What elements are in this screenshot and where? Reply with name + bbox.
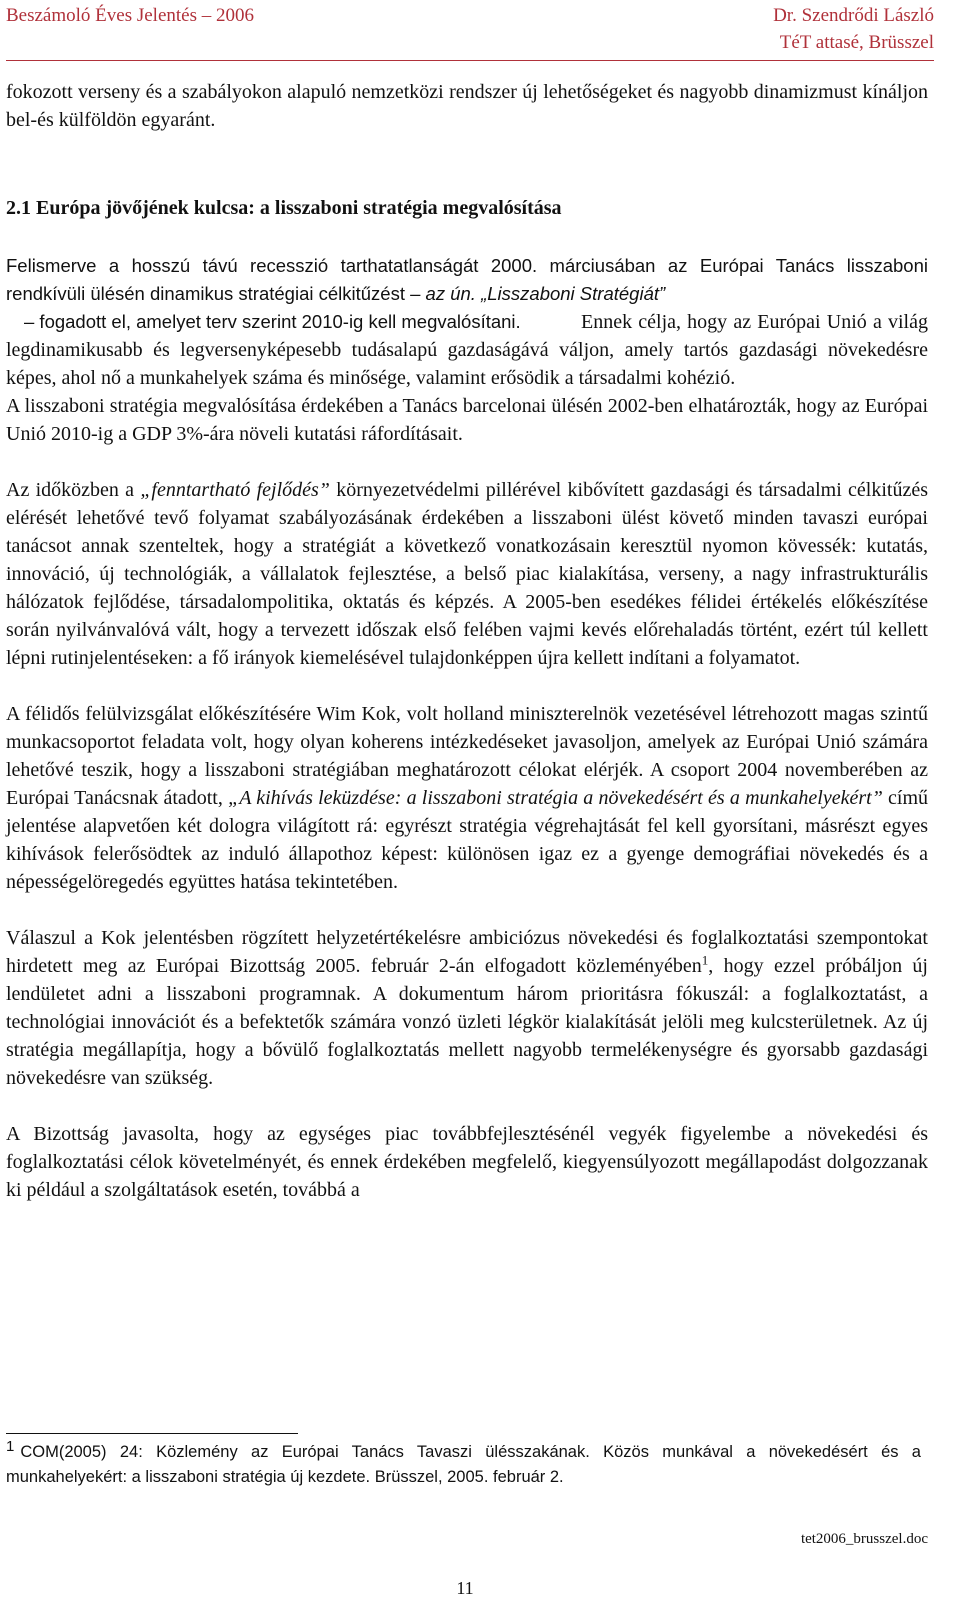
p4-text-a: A félidős felülvizsgálat előkészítésére Wim Kok, volt holland miniszterelnök vezetésével létrehozott magas szintű munkacsoportot feladata volt, hogy olyan koherens intézkedéseket javasoljon, amelyek az Európai Unió számára lehetővé teszik, hogy a lisszaboni stratégiában meghatározott célokat elérjék. A csoport 2004 novemberében az Európai Tanácsnak átadott, <box>6 703 928 809</box>
p4-text-b: című jelentése alapvetően két dologra világított rá: egyrészt stratégia végrehajtását fel kell gyorsítani, másrészt egyes kihívások felerősödtek az induló állapothoz képest: különösen igaz ez a gyenge demográfiai növekedés és a népességelöregedés együttes hatása tekintetében. <box>6 787 929 893</box>
footnote-divider <box>6 1433 298 1434</box>
p5-text-a: Válaszul a Kok jelentésben rögzített helyzetértékelésre ambiciózus növekedési és foglalkoztatási szempontokat hirdetett meg az Európai Bizottság 2005. február 2-án elfogadott közleményében <box>6 927 928 977</box>
p3-text-b: környezetvédelmi pillérével kibővített gazdasági és társadalmi célkitűzés elérését lehetővé tevő folyamat szabályozásának érdekében a lisszaboni ülést követő minden tavaszi európai tanácsot annak szenteltek, hogy a stratégiát a következő vonatkozásain keresztül nyomon kövessék: kutatás, innováció, új technológiák, a vállalatok fejlesztése, a belső piac kialakítása, verseny, a nagy infrastrukturális hálózatok fejlődése, társadalompolitika, oktatás és képzés. A 2005-ben esedékes félidei értékelés előkészítése során nyilvánvalóvá vált, hogy a tervezett időszak első felében vajmi kevés előrehaladás történt, ezért túl kellett lépni rutinjelentéseken: a fő irányok kiemelésével tulajdonképpen újra kellett indítani a folyamatot. <box>6 479 928 669</box>
paragraph-commission-proposal: A Bizottság javasolta, hogy az egységes piac továbbfejlesztésénél vegyék figyelembe a növekedési és foglalkoztatási célok követelményét, és ennek érdekében megfelelő, kiegyensúlyozott megállapodást dolgozzanak ki például a szolgáltatások esetén, továbbá a <box>6 1123 928 1201</box>
header-title: Beszámoló Éves Jelentés – 2006 <box>6 5 255 26</box>
p1-text-a: Felismerve a hosszú távú recesszió tarthatatlanságát 2000. márciusában az Európai Tanács lisszaboni rendkívüli ülésén dinamikus stratégiai célkitűzést – <box>6 255 928 304</box>
paragraph-lisbon-strategy <box>6 252 928 308</box>
footnote <box>6 1437 921 1490</box>
paragraph-kok-report <box>6 700 928 896</box>
page-number: 11 <box>456 1578 474 1598</box>
document-filename: tet2006_brusszel.doc <box>800 1531 928 1547</box>
p5-text-b: , hogy ezzel próbáljon új lendületet adni a lisszaboni programnak. A dokumentum három prioritásra fókuszál: a foglalkoztatást, a technológiai innovációt és a befektetők számára vonzó üzleti légkör kialakítását jelöli meg kulcsterületnek. Az új stratégia megállapítja, hogy a bővülő foglalkoztatás mellett nagyobb termelékenységre és gyorsabb gazdasági növekedésre van szükség. <box>6 955 928 1089</box>
p3-text-a: Az időközben a <box>6 479 135 501</box>
paragraph-goal: Ennek célja, hogy az Európai Unió a világ legdinamikusabb és legversenyképesebb tudásalapú gazdaságává váljon, amely tartós gazdasági növekedésre képes, ahol nő a munkahelyek száma és minősége, valamint erősödik a társadalmi kohézió. <box>6 311 928 389</box>
header-author <box>773 2 934 56</box>
section-heading: 2.1 Európa jövőjének kulcsa: a lisszaboni stratégia megvalósítása <box>6 197 562 219</box>
p1-az-un: az ún. <box>425 283 476 304</box>
document-body <box>6 78 928 1204</box>
p1-lisszaboni-strategia: „Lisszaboni Stratégiát” <box>481 283 666 304</box>
paragraph-barcelona: A lisszaboni stratégia megvalósítása érdekében a Tanács barcelonai ülésén 2002-ben elhatározták, hogy az Európai Unió 2010-ig a GDP 3%-ára növeli kutatási ráfordításait. <box>6 395 928 445</box>
header-author-role: TéT attasé, Brüsszel <box>779 32 934 53</box>
footnote-text: COM(2005) 24: Közlemény az Európai Tanács Tavaszi ülésszakának. Közös munkával a növekedésért és a munkahelyekért: a lisszaboni stratégia új kezdete. Brüsszel, 2005. február 2. <box>6 1443 921 1486</box>
paragraph-sustainable-development <box>6 476 928 672</box>
footnote-ref[interactable]: 1 <box>701 952 709 968</box>
paragraph-commission-response <box>6 924 928 1092</box>
header-divider <box>6 60 934 61</box>
p4-report-title: „A kihívás leküzdése: a lisszaboni stratégia a növekedésért és a munkahelyekért” <box>228 787 883 809</box>
p1-text-b: – fogadott el, amelyet terv szerint 2010-ig kell megvalósítani. <box>24 311 521 332</box>
footnote-mark: 1 <box>6 1437 15 1455</box>
paragraph-intro: fokozott verseny és a szabályokon alapuló nemzetközi rendszer új lehetőségeket és nagyobb dinamizmust kínáljon bel-és külföldön egyaránt. <box>6 81 928 131</box>
p3-fenntarthato: „fenntartható fejlődés” <box>140 479 330 501</box>
header-author-name: Dr. Szendrődi László <box>773 5 934 26</box>
